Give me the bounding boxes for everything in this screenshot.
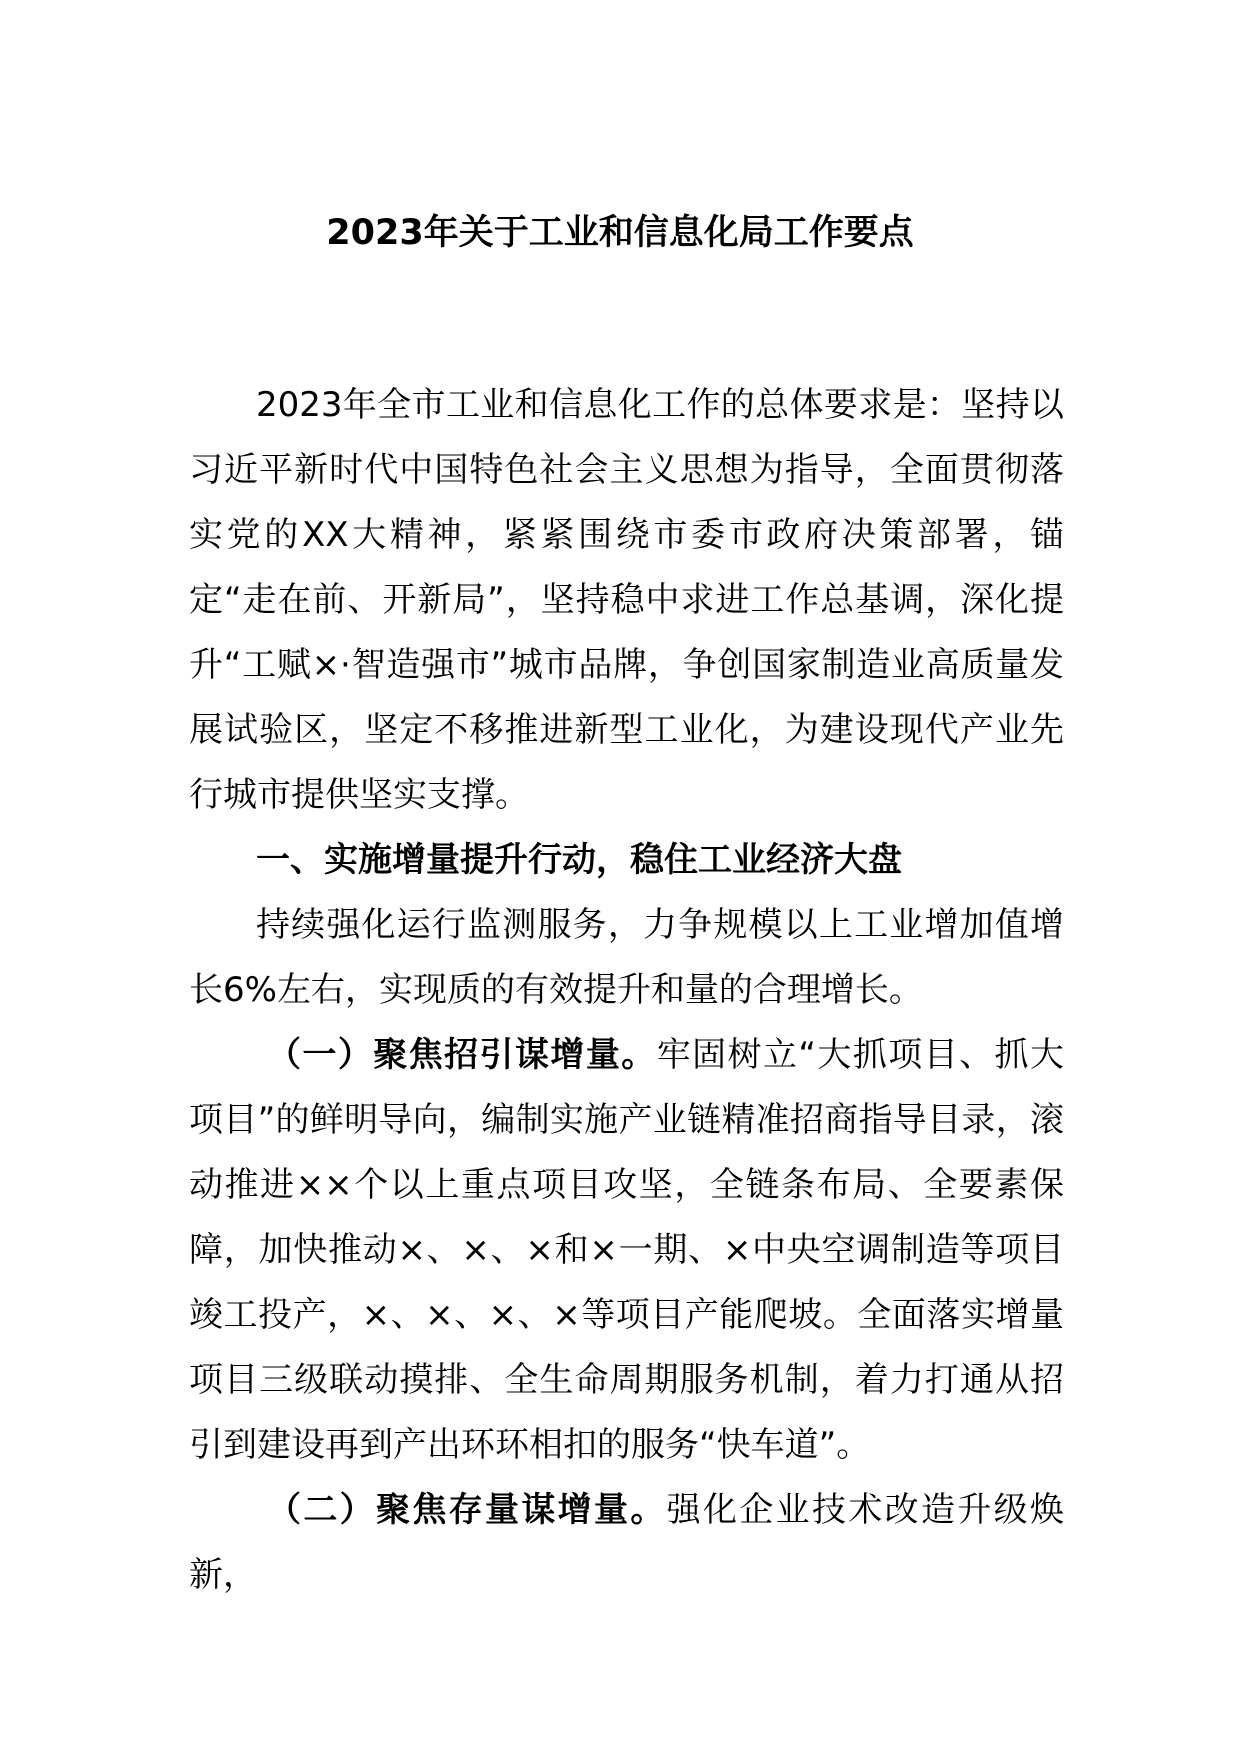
item-heading-2: （二）聚焦存量谋增量。 <box>267 1490 667 1530</box>
item-paragraph-2 <box>189 1478 1064 1608</box>
intro-paragraph: 2023年全市工业和信息化工作的总体要求是：坚持以习近平新时代中国特色社会主义思想为指导，全面贯彻落实党的XX大精神，紧紧围绕市委市政府决策部署，锚定“走在前、开新局”，坚持稳中求进工作总基调，深化提升“工赋×·智造强市”城市品牌，争创国家制造业高质量发展试验区，坚定不移推进新型工业化，为建设现代产业先行城市提供坚实支撑。 <box>189 385 1064 815</box>
section-heading: 一、实施增量提升行动，稳住工业经济大盘 <box>256 840 902 880</box>
item-paragraph-1 <box>189 1023 1064 1478</box>
item-heading-1: （一）聚焦招引谋增量。 <box>267 1035 657 1075</box>
item-text-2: 强化企业技术改造升级焕新， <box>189 1490 1065 1595</box>
section-paragraph: 持续强化运行监测服务，力争规模以上工业增加值增长6%左右，实现质的有效提升和量的合理增长。 <box>189 905 1064 1010</box>
document-body <box>189 373 1064 1608</box>
document-title: 2023年关于工业和信息化局工作要点 <box>326 213 914 253</box>
item-text-1: 牢固树立“大抓项目、抓大项目”的鲜明导向，编制实施产业链精准招商指导目录，滚动推进××个以上重点项目攻坚，全链条布局、全要素保障，加快推动×、×、×和×一期、×中央空调制造等项目竣工投产，×、×、×、×等项目产能爬坡。全面落实增量项目三级联动摸排、全生命周期服务机制，着力打通从招引到建设再到产出环环相扣的服务“快车道”。 <box>189 1035 1064 1465</box>
